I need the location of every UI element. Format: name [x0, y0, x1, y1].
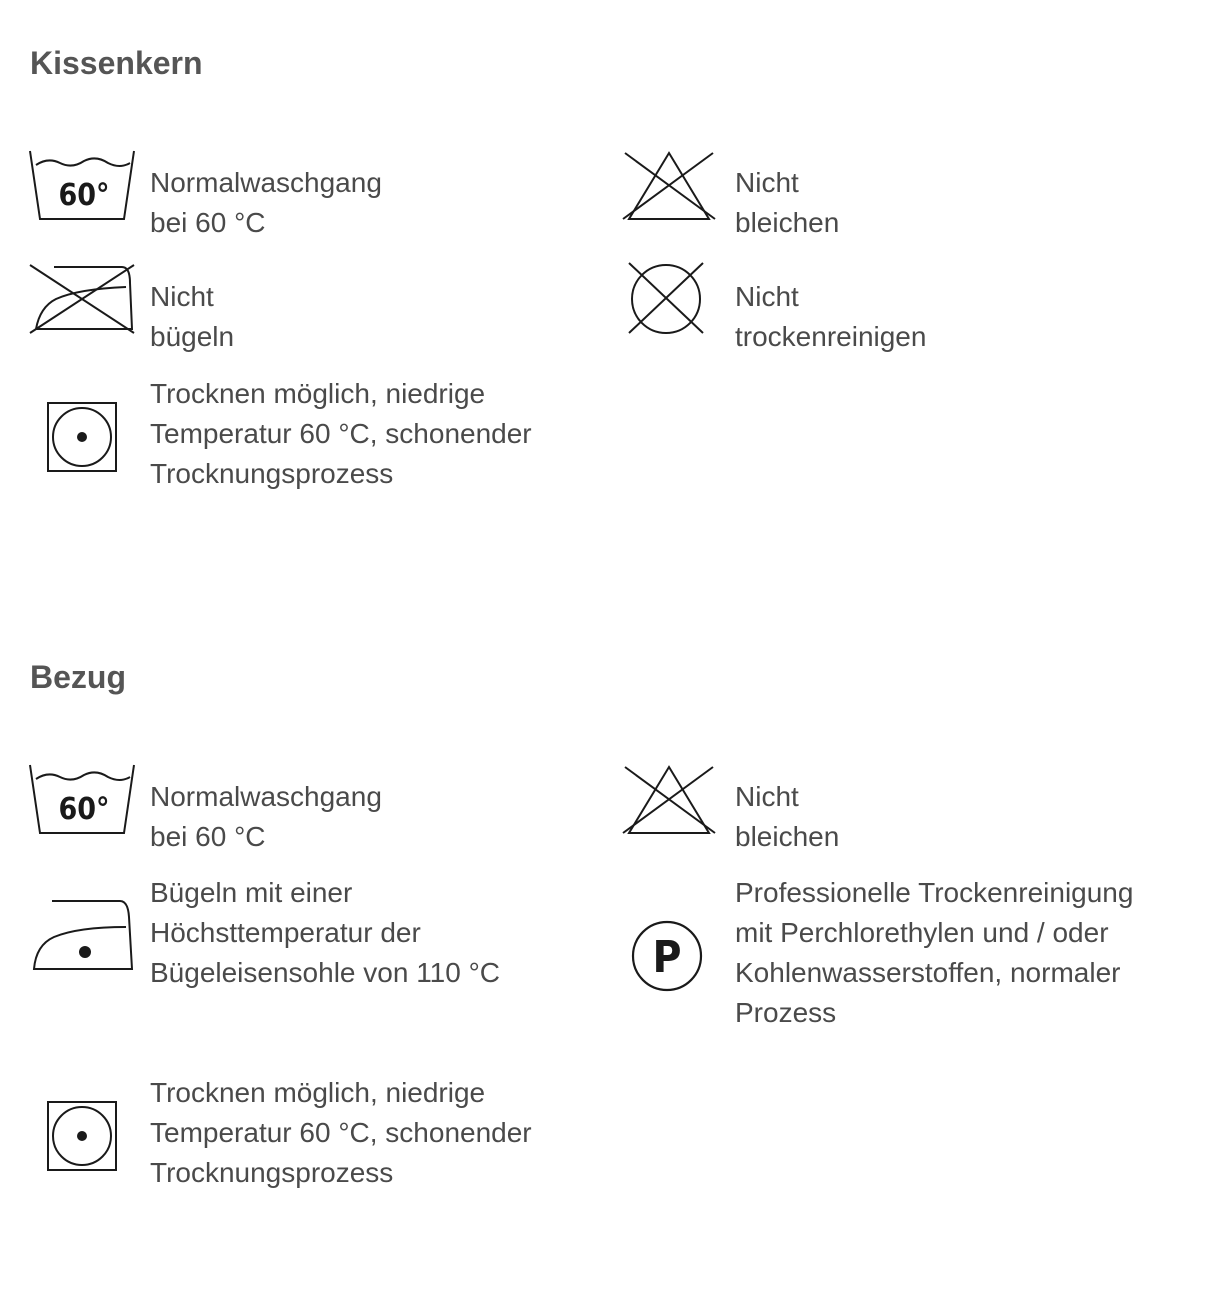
- section-title-kissenkern: Kissenkern: [30, 45, 203, 81]
- tumble-dry-low-icon: [47, 1101, 117, 1171]
- dry-clean-p-icon: [631, 920, 703, 992]
- care-label: Nicht bleichen: [735, 167, 840, 238]
- care-label: Normalwaschgang bei 60 °C: [150, 167, 382, 238]
- no-bleach-icon: [623, 151, 715, 221]
- no-dry-clean-icon: [627, 263, 705, 335]
- svg-text:P: P: [652, 932, 682, 983]
- wash-60-icon: [30, 149, 134, 221]
- svg-text:60°: 60°: [58, 792, 110, 827]
- care-label: Trocknen möglich, niedrige Temperatur 60 °C, schonender Trocknungsprozess: [150, 378, 532, 489]
- wash-60-icon: [30, 763, 134, 835]
- section-title-bezug: Bezug: [30, 659, 126, 695]
- care-label: Bügeln mit einer Höchsttemperatur der Bügeleisensohle von 110 °C: [150, 877, 501, 988]
- care-label: Nicht bügeln: [150, 281, 235, 352]
- iron-low-icon: [34, 899, 134, 971]
- svg-text:60°: 60°: [58, 178, 110, 213]
- no-iron-icon: [30, 263, 136, 335]
- tumble-dry-low-icon: [47, 402, 117, 472]
- care-label: Trocknen möglich, niedrige Temperatur 60 °C, schonender Trocknungsprozess: [150, 1077, 532, 1188]
- care-label: Normalwaschgang bei 60 °C: [150, 781, 382, 852]
- no-bleach-icon: [623, 765, 715, 835]
- care-label: Nicht bleichen: [735, 781, 840, 852]
- care-label: Professionelle Trockenreinigung mit Perchlorethylen und / oder Kohlenwasserstoffen, normaler Prozess: [735, 877, 1134, 1028]
- care-label: Nicht trockenreinigen: [735, 281, 927, 352]
